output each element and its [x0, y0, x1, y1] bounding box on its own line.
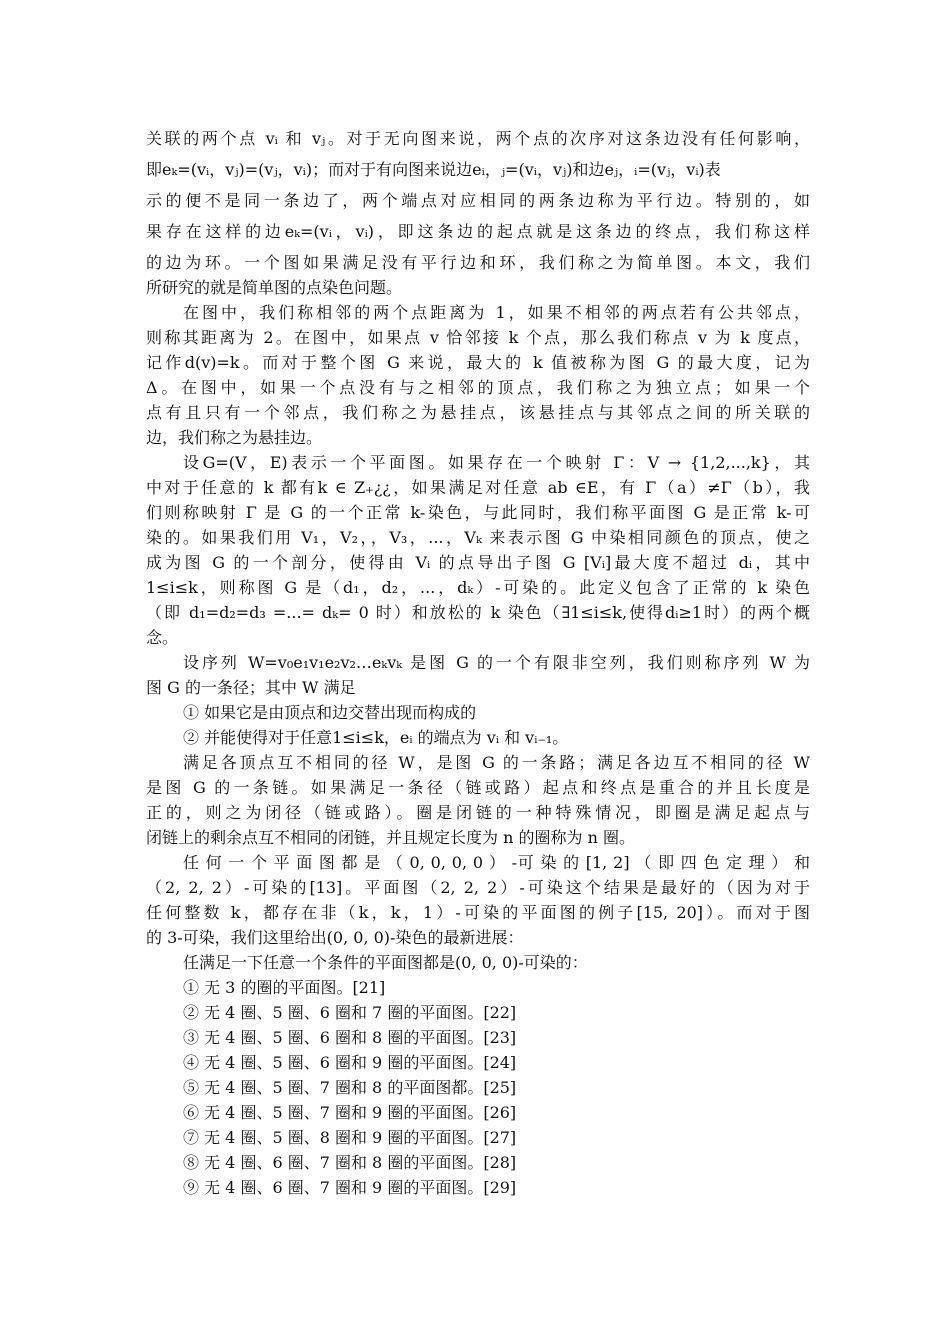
text-line: 点有且只有一个邻点，我们称之为悬挂点，该悬挂点与其邻点之间的所关联的: [146, 403, 810, 422]
text-line: 边，我们称之为悬挂边。: [146, 428, 323, 447]
text-line: 的 3-可染，我们这里给出(0, 0, 0)-染色的最新进展：: [146, 928, 524, 947]
text-line: 满足各顶点互不相同的径 W，是图 G 的一条路；满足各边互不相同的径 W: [183, 753, 810, 772]
text-line: 任何整数 k，都存在非（k，k，1）-可染的平面图的例子[15, 20]）。而对于图: [146, 903, 810, 922]
text-line: 1≤i≤k，则称图 G 是（d₁，d₂，...，dₖ）-可染的。此定义包含了正常的 k 染色: [146, 578, 810, 597]
list-item: ① 无 3 的圈的平面图。[21]: [183, 978, 386, 997]
text-line: 们则称映射 Γ 是 G 的一个正常 k-染色，与此同时，我们称平面图 G 是正常 k-可: [146, 503, 810, 522]
text-line: （2, 2, 2）-可染的[13]。平面图（2, 2, 2）-可染这个结果是最好的（因为对于: [146, 878, 810, 897]
list-item: ⑦ 无 4 圈、5 圈、8 圈和 9 圈的平面图。[27]: [183, 1128, 517, 1147]
list-item: ⑧ 无 4 圈、6 圈、7 圈和 8 圈的平面图。[28]: [183, 1153, 517, 1172]
text-line: 念。: [146, 628, 179, 647]
paragraph-walk-definition: [146, 650, 810, 700]
formula-line: 果存在这样的边eₖ=(vᵢ，vᵢ)，即这条边的起点就是这条边的终点，我们称这样: [146, 222, 810, 241]
text-line: 示的便不是同一条边了，两个端点对应相同的两条边称为平行边。特别的，如: [146, 191, 810, 210]
list-item: ④ 无 4 圈、5 圈、6 圈和 9 圈的平面图。[24]: [183, 1053, 517, 1072]
paragraph-edge-definition: [146, 126, 810, 300]
list-item: ② 并能使得对于任意1≤i≤k，eᵢ 的端点为 vᵢ 和 vᵢ₋₁。: [183, 728, 569, 747]
text-line: 任 何 一 个 平 面 图 都 是 （ 0, 0, 0, 0 ） -可 染 的 [1, 2] （ 即 四 色 定 理 ） 和: [183, 853, 810, 872]
results-list: [146, 975, 810, 1200]
text-line: 设序列 W=v₀e₁v₁e₂v₂…eₖvₖ 是图 G 的一个有限非空列，我们则称序列 W 为: [183, 653, 810, 672]
text-line: 记作d(v)=k。而对于整个图 G 来说，最大的 k 值被称为图 G 的最大度，记为: [146, 353, 810, 372]
text-line: Δ。在图中，如果一个点没有与之相邻的顶点，我们称之为独立点；如果一个: [146, 378, 810, 397]
list-item: ⑥ 无 4 圈、5 圈、7 圈和 9 圈的平面图。[26]: [183, 1103, 517, 1122]
list-item: ② 无 4 圈、5 圈、6 圈和 7 圈的平面图。[22]: [183, 1003, 517, 1022]
text-line: 设G=(V，E)表示一个平面图。如果存在一个映射 Γ：V → {1,2,...,k}，其: [183, 453, 810, 472]
document-page: [146, 126, 810, 1200]
text-line: 染的。如果我们用 V₁，V₂，，V₃，...，Vₖ 来表示图 G 中染相同颜色的顶点，使之: [146, 528, 810, 547]
text-line: （即 d₁=d₂=d₃ =...= dₖ= 0 时）和放松的 k 染色（∃1≤i≤k,使得dᵢ≥1时）的两个概: [146, 603, 810, 622]
list-item: ① 如果它是由顶点和边交替出现而构成的: [183, 703, 477, 722]
paragraph-results-intro: [146, 950, 810, 975]
list-item: ⑤ 无 4 圈、5 圈、7 圈和 8 的平面图都。[25]: [183, 1078, 517, 1097]
text-line: 的边为环。一个图如果满足没有平行边和环，我们称之为简单图。本文，我们: [146, 253, 810, 272]
paragraph-known-results: [146, 850, 810, 950]
text-line: 中对于任意的 k 都有k ∈ Z₊¿¿，如果满足对任意 ab ∈E，有 Γ（a）≠Γ（b），我: [146, 478, 810, 497]
list-item: ③ 无 4 圈、5 圈、6 圈和 8 圈的平面图。[23]: [183, 1028, 517, 1047]
text-line: 在图中，我们称相邻的两个点距离为 1，如果不相邻的两点若有公共邻点，: [183, 303, 810, 322]
formula-line: 即eₖ=(vᵢ，vⱼ)=(vⱼ，vᵢ)；而对于有向图来说边eᵢ，ⱼ=(vᵢ，vⱼ)和边eⱼ，ᵢ=(vⱼ，vᵢ)表: [146, 160, 721, 179]
text-line: 所研究的就是简单图的点染色问题。: [146, 278, 403, 297]
paragraph-path-chain: [146, 750, 810, 850]
paragraph-coloring-definition: [146, 450, 810, 650]
text-line: 闭链上的剩余点互不相同的闭链，并且规定长度为 n 的圈称为 n 圈。: [146, 828, 635, 847]
text-line: 图 G 的一条径；其中 W 满足: [146, 678, 356, 697]
text-line: 关联的两个点 vᵢ 和 vⱼ。对于无向图来说，两个点的次序对这条边没有任何影响，: [146, 129, 810, 148]
text-line: 成为图 G 的一个剖分，使得由 Vᵢ 的点导出子图 G [Vᵢ]最大度不超过 dᵢ，其中: [146, 553, 810, 572]
text-line: 正的，则之为闭径（链或路）。圈是闭链的一种特殊情况，即圈是满足起点与: [146, 803, 810, 822]
text-line: 是图 G 的一条链。如果满足一条径（链或路）起点和终点是重合的并且长度是: [146, 778, 810, 797]
walk-conditions-list: [146, 700, 810, 750]
text-line: 任满足一下任意一个条件的平面图都是(0, 0, 0)-可染的：: [183, 953, 588, 972]
list-item: ⑨ 无 4 圈、6 圈、7 圈和 9 圈的平面图。[29]: [183, 1178, 517, 1197]
paragraph-distance-degree: [146, 300, 810, 450]
text-line: 则称其距离为 2。在图中，如果点 v 恰邻接 k 个点，那么我们称点 v 为 k 度点，: [146, 328, 810, 347]
